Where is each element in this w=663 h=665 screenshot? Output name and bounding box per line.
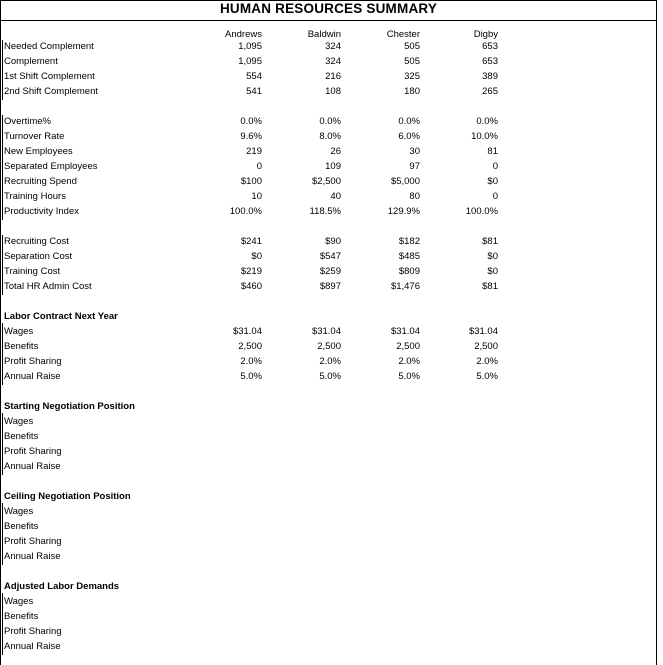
row-label: Wages bbox=[4, 326, 34, 337]
row-label: Annual Raise bbox=[4, 371, 61, 382]
cell-value: $0 bbox=[487, 176, 498, 187]
cell-value: 0 bbox=[256, 161, 262, 172]
row-group-border bbox=[2, 323, 3, 385]
cell-value: 0.0% bbox=[476, 116, 498, 127]
row-label: Recruiting Cost bbox=[4, 236, 69, 247]
row-label: Recruiting Spend bbox=[4, 176, 77, 187]
cell-value: 265 bbox=[482, 86, 498, 97]
cell-value: 541 bbox=[246, 86, 262, 97]
row-label: Separated Employees bbox=[4, 161, 98, 172]
column-header-digby: Digby bbox=[473, 29, 498, 40]
row-label: Productivity Index bbox=[4, 206, 79, 217]
cell-value: 8.0% bbox=[319, 131, 341, 142]
section-heading: Labor Contract Next Year bbox=[4, 311, 118, 322]
cell-value: 2.0% bbox=[476, 356, 498, 367]
cell-value: $259 bbox=[319, 266, 341, 277]
cell-value: $241 bbox=[240, 236, 262, 247]
cell-value: 81 bbox=[487, 146, 498, 157]
cell-value: 100.0% bbox=[229, 206, 262, 217]
row-label: Turnover Rate bbox=[4, 131, 65, 142]
cell-value: 324 bbox=[325, 41, 341, 52]
cell-value: 5.0% bbox=[476, 371, 498, 382]
cell-value: 0.0% bbox=[319, 116, 341, 127]
cell-value: 5.0% bbox=[398, 371, 420, 382]
cell-value: 5.0% bbox=[319, 371, 341, 382]
cell-value: 6.0% bbox=[398, 131, 420, 142]
row-label: Wages bbox=[4, 596, 34, 607]
cell-value: $31.04 bbox=[311, 326, 341, 337]
cell-value: $81 bbox=[482, 281, 498, 292]
cell-value: 389 bbox=[482, 71, 498, 82]
cell-value: $809 bbox=[398, 266, 420, 277]
cell-value: 118.5% bbox=[309, 206, 341, 217]
cell-value: $182 bbox=[398, 236, 420, 247]
cell-value: 108 bbox=[325, 86, 341, 97]
cell-value: $81 bbox=[482, 236, 498, 247]
cell-value: 2,500 bbox=[396, 341, 420, 352]
cell-value: 129.9% bbox=[387, 206, 420, 217]
cell-value: 10.0% bbox=[471, 131, 498, 142]
row-label: Wages bbox=[4, 416, 34, 427]
report-title: HUMAN RESOURCES SUMMARY bbox=[219, 1, 438, 16]
cell-value: 180 bbox=[404, 86, 420, 97]
cell-value: $485 bbox=[398, 251, 420, 262]
cell-value: $90 bbox=[325, 236, 341, 247]
cell-value: $31.04 bbox=[390, 326, 420, 337]
row-label: Wages bbox=[4, 506, 34, 517]
cell-value: 2.0% bbox=[319, 356, 341, 367]
section-heading: Ceiling Negotiation Position bbox=[4, 491, 131, 502]
cell-value: 30 bbox=[409, 146, 420, 157]
cell-value: $31.04 bbox=[468, 326, 498, 337]
cell-value: $0 bbox=[487, 266, 498, 277]
cell-value: 505 bbox=[404, 56, 420, 67]
title-bar bbox=[0, 0, 657, 21]
cell-value: 1,095 bbox=[238, 41, 262, 52]
cell-value: 97 bbox=[409, 161, 420, 172]
cell-value: 9.6% bbox=[240, 131, 262, 142]
row-label: Total HR Admin Cost bbox=[4, 281, 92, 292]
row-group-border bbox=[2, 40, 3, 100]
row-group-border bbox=[2, 593, 3, 655]
row-label: Complement bbox=[4, 56, 58, 67]
cell-value: $460 bbox=[240, 281, 262, 292]
cell-value: 324 bbox=[325, 56, 341, 67]
row-label: Benefits bbox=[4, 521, 39, 532]
cell-value: 2,500 bbox=[238, 341, 262, 352]
cell-value: 2,500 bbox=[474, 341, 498, 352]
cell-value: 0 bbox=[492, 191, 498, 202]
section-heading: Adjusted Labor Demands bbox=[4, 581, 120, 592]
row-group-border bbox=[2, 235, 3, 295]
row-label: Profit Sharing bbox=[4, 446, 62, 457]
row-label: New Employees bbox=[4, 146, 73, 157]
cell-value: 219 bbox=[246, 146, 262, 157]
cell-value: 216 bbox=[325, 71, 341, 82]
row-label: Profit Sharing bbox=[4, 536, 62, 547]
row-label: Separation Cost bbox=[4, 251, 73, 262]
cell-value: $5,000 bbox=[390, 176, 420, 187]
row-label: Benefits bbox=[4, 341, 39, 352]
cell-value: 80 bbox=[409, 191, 420, 202]
cell-value: $100 bbox=[240, 176, 262, 187]
cell-value: 10 bbox=[251, 191, 262, 202]
row-group-border bbox=[2, 503, 3, 565]
cell-value: 26 bbox=[330, 146, 341, 157]
row-label: Benefits bbox=[4, 611, 39, 622]
cell-value: 109 bbox=[325, 161, 341, 172]
section-heading: Starting Negotiation Position bbox=[4, 401, 135, 412]
row-label: Training Cost bbox=[4, 266, 61, 277]
cell-value: 100.0% bbox=[465, 206, 498, 217]
cell-value: $31.04 bbox=[232, 326, 262, 337]
row-label: Profit Sharing bbox=[4, 356, 62, 367]
row-label: 2nd Shift Complement bbox=[4, 86, 98, 97]
cell-value: 0.0% bbox=[240, 116, 262, 127]
cell-value: 2.0% bbox=[240, 356, 262, 367]
row-label: Profit Sharing bbox=[4, 626, 62, 637]
column-header-baldwin: Baldwin bbox=[307, 29, 341, 40]
row-label: Needed Complement bbox=[4, 41, 94, 52]
cell-value: $0 bbox=[251, 251, 262, 262]
row-label: Training Hours bbox=[4, 191, 66, 202]
cell-value: $219 bbox=[240, 266, 262, 277]
cell-value: 1,095 bbox=[238, 56, 262, 67]
cell-value: $2,500 bbox=[311, 176, 341, 187]
row-label: Annual Raise bbox=[4, 641, 61, 652]
row-label: Overtime% bbox=[4, 116, 51, 127]
column-header-chester: Chester bbox=[386, 29, 420, 40]
cell-value: 0.0% bbox=[398, 116, 420, 127]
cell-value: 653 bbox=[482, 56, 498, 67]
cell-value: $547 bbox=[319, 251, 341, 262]
cell-value: 0 bbox=[492, 161, 498, 172]
cell-value: 2,500 bbox=[317, 341, 341, 352]
row-label: Annual Raise bbox=[4, 461, 61, 472]
cell-value: 325 bbox=[404, 71, 420, 82]
cell-value: 554 bbox=[246, 71, 262, 82]
row-group-border bbox=[2, 413, 3, 475]
column-header-andrews: Andrews bbox=[225, 29, 262, 40]
cell-value: $1,476 bbox=[390, 281, 420, 292]
cell-value: 2.0% bbox=[398, 356, 420, 367]
cell-value: $0 bbox=[487, 251, 498, 262]
cell-value: 5.0% bbox=[240, 371, 262, 382]
row-group-border bbox=[2, 115, 3, 220]
cell-value: 653 bbox=[482, 41, 498, 52]
cell-value: $897 bbox=[319, 281, 341, 292]
row-label: Benefits bbox=[4, 431, 39, 442]
row-label: 1st Shift Complement bbox=[4, 71, 95, 82]
cell-value: 40 bbox=[330, 191, 341, 202]
row-label: Annual Raise bbox=[4, 551, 61, 562]
cell-value: 505 bbox=[404, 41, 420, 52]
